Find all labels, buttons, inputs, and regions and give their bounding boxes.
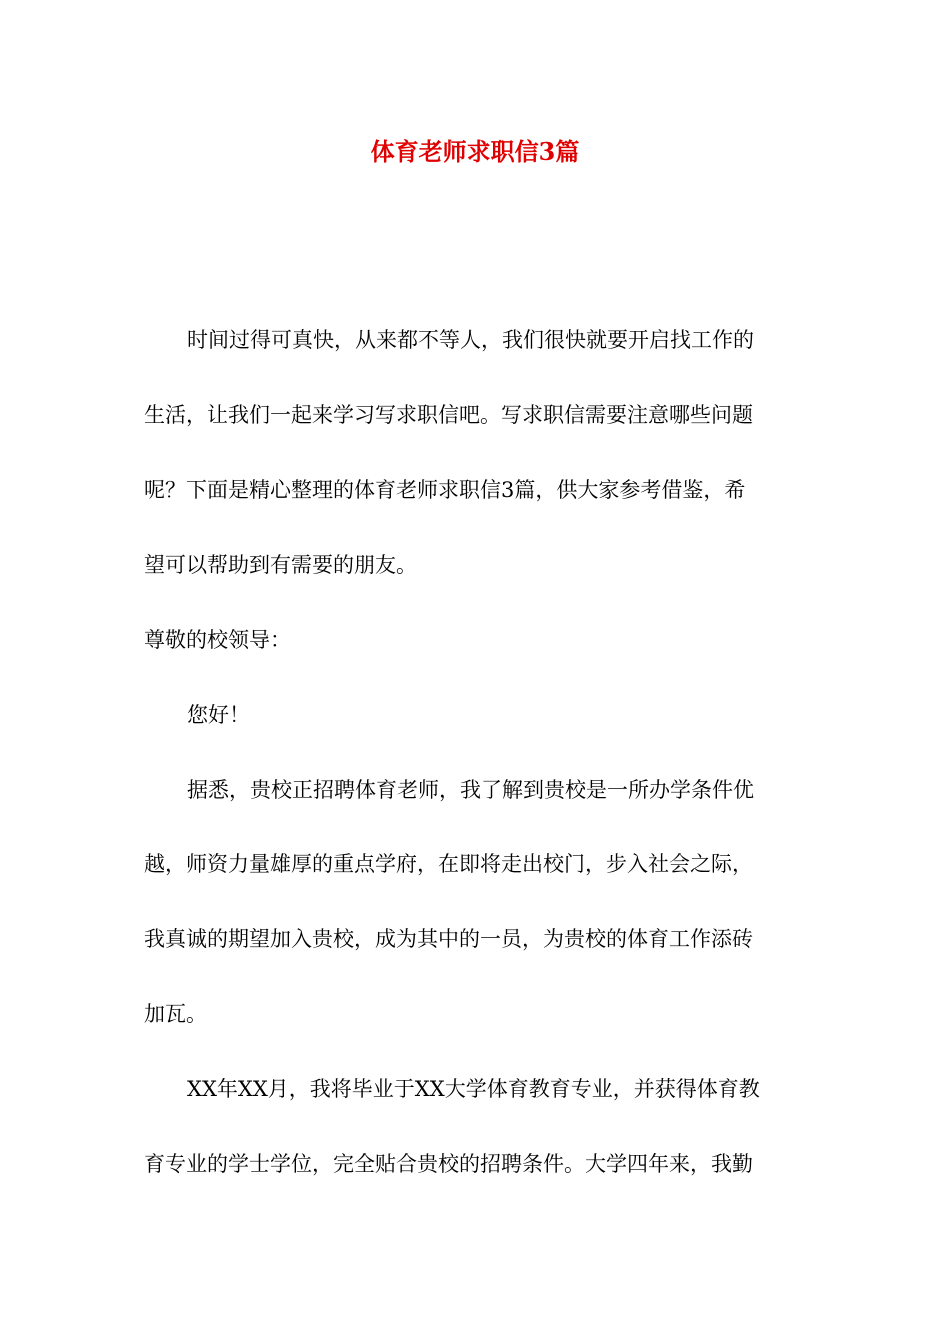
salutation: 尊敬的校领导： [144,628,291,652]
body-line: 我真诚的期望加入贵校，成为其中的一员，为贵校的体育工作添砖 [144,927,753,951]
greeting: 您好！ [187,703,250,727]
body-line: XX年XX月，我将毕业于XX大学体育教育专业，并获得体育教 [187,1077,760,1101]
body-line: 呢？下面是精心整理的体育老师求职信3篇，供大家参考借鉴，希 [144,478,746,502]
body-line: 望可以帮助到有需要的朋友。 [144,553,417,577]
body-line: 育专业的学士学位，完全贴合贵校的招聘条件。大学四年来，我勤 [144,1152,753,1176]
body-line: 时间过得可真快，从来都不等人，我们很快就要开启找工作的 [187,328,754,352]
body-line: 生活，让我们一起来学习写求职信吧。写求职信需要注意哪些问题 [144,403,753,427]
body-line: 据悉，贵校正招聘体育老师，我了解到贵校是一所办学条件优 [187,778,754,802]
body-line: 越，师资力量雄厚的重点学府，在即将走出校门，步入社会之际， [144,852,753,876]
document-title: 体育老师求职信3篇 [370,137,580,166]
body-line: 加瓦。 [144,1002,207,1026]
